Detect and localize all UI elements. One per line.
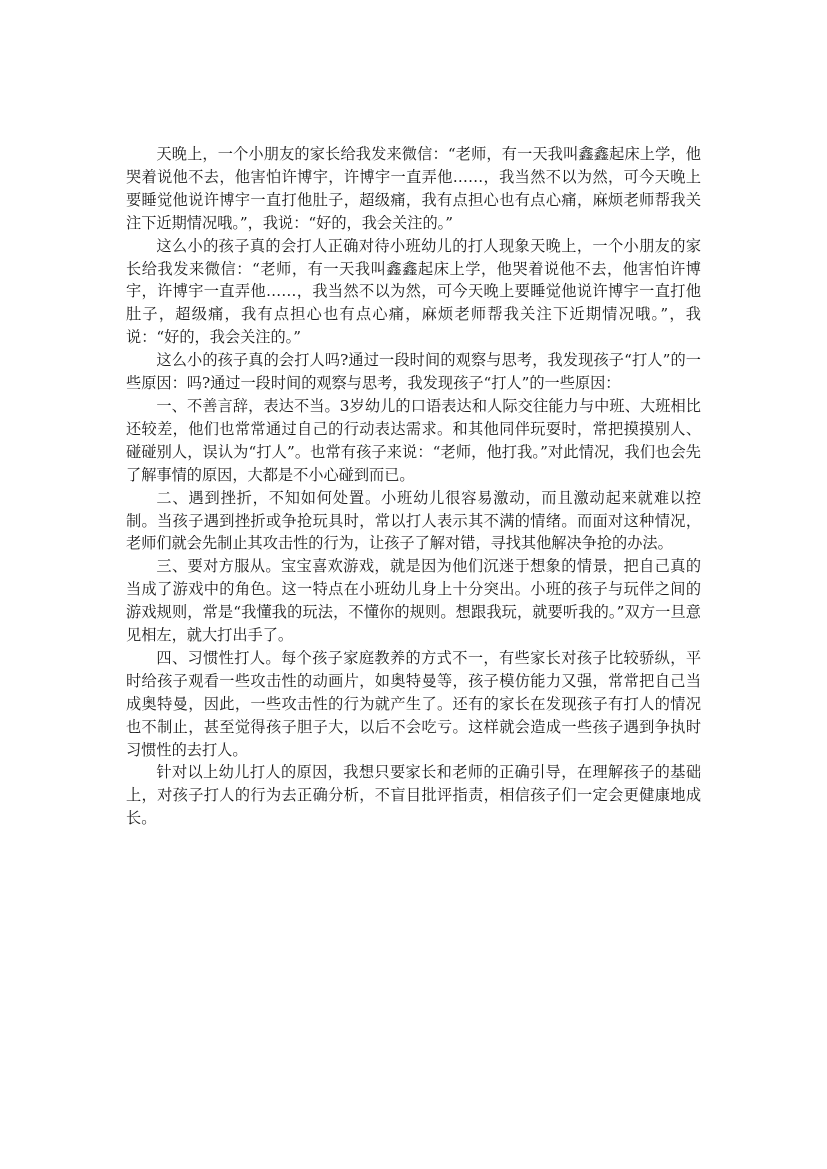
paragraph-5: 二、遇到挫折，不知如何处置。小班幼儿很容易激动，而且激动起来就难以控制。当孩子遇到挫折或争抢玩具时，常以打人表示其不满的情绪。而面对这种情况，老师们就会先制止其攻击性的行为，让孩子了解对错，寻找其他解决争抢的办法。 [126, 488, 701, 553]
paragraph-7: 四、习惯性打人。每个孩子家庭教养的方式不一，有些家长对孩子比较骄纵，平时给孩子观看一些攻击性的动画片，如奥特曼等，孩子模仿能力又强，常常把自己当成奥特曼，因此，一些攻击性的行为就产生了。还有的家长在发现孩子有打人的情况也不制止，甚至觉得孩子胆子大，以后不会吃亏。这样就会造成一些孩子遇到争执时习惯性的去打人。 [126, 648, 701, 759]
paragraph-6: 三、要对方服从。宝宝喜欢游戏，就是因为他们沉迷于想象的情景，把自己真的当成了游戏中的角色。这一特点在小班幼儿身上十分突出。小班的孩子与玩伴之间的游戏规则，常是“我懂我的玩法，不懂你的规则。想跟我玩，就要听我的。”双方一旦意见相左，就大打出手了。 [126, 557, 701, 645]
paragraph-2: 这么小的孩子真的会打人正确对待小班幼儿的打人现象天晚上，一个小朋友的家长给我发来微信：“老师，有一天我叫鑫鑫起床上学，他哭着说他不去，他害怕许博宇，许博宇一直弄他……，我当然不以为然，可今天晚上要睡觉他说许博宇一直打他肚子，超级痛，我有点担心也有点心痛，麻烦老师帮我关注下近期情况哦。”，我说：“好的，我会关注的。” [126, 236, 701, 347]
paragraph-4: 一、不善言辞，表达不当。3岁幼儿的口语表达和人际交往能力与中班、大班相比还较差，他们也常常通过自己的行动表达需求。和其他同伴玩耍时，常把摸摸别人、碰碰别人，误认为“打人”。也常有孩子来说：“老师，他打我。”对此情况，我们也会先了解事情的原因，大都是不小心碰到而已。 [126, 396, 701, 484]
paragraph-3: 这么小的孩子真的会打人吗?通过一段时间的观察与思考，我发现孩子“打人”的一些原因：吗?通过一段时间的观察与思考，我发现孩子“打人”的一些原因： [126, 351, 701, 393]
paragraph-1: 天晚上，一个小朋友的家长给我发来微信：“老师，有一天我叫鑫鑫起床上学，他哭着说他不去，他害怕许博宇，许博宇一直弄他……，我当然不以为然，可今天晚上要睡觉他说许博宇一直打他肚子，超级痛，我有点担心也有点心痛，麻烦老师帮我关注下近期情况哦。”，我说：“好的，我会关注的。” [126, 145, 701, 232]
paragraph-8: 针对以上幼儿打人的原因，我想只要家长和老师的正确引导，在理解孩子的基础上，对孩子打人的行为去正确分析，不盲目批评指责，相信孩子们一定会更健康地成长。 [126, 763, 701, 828]
document-body [126, 143, 701, 830]
